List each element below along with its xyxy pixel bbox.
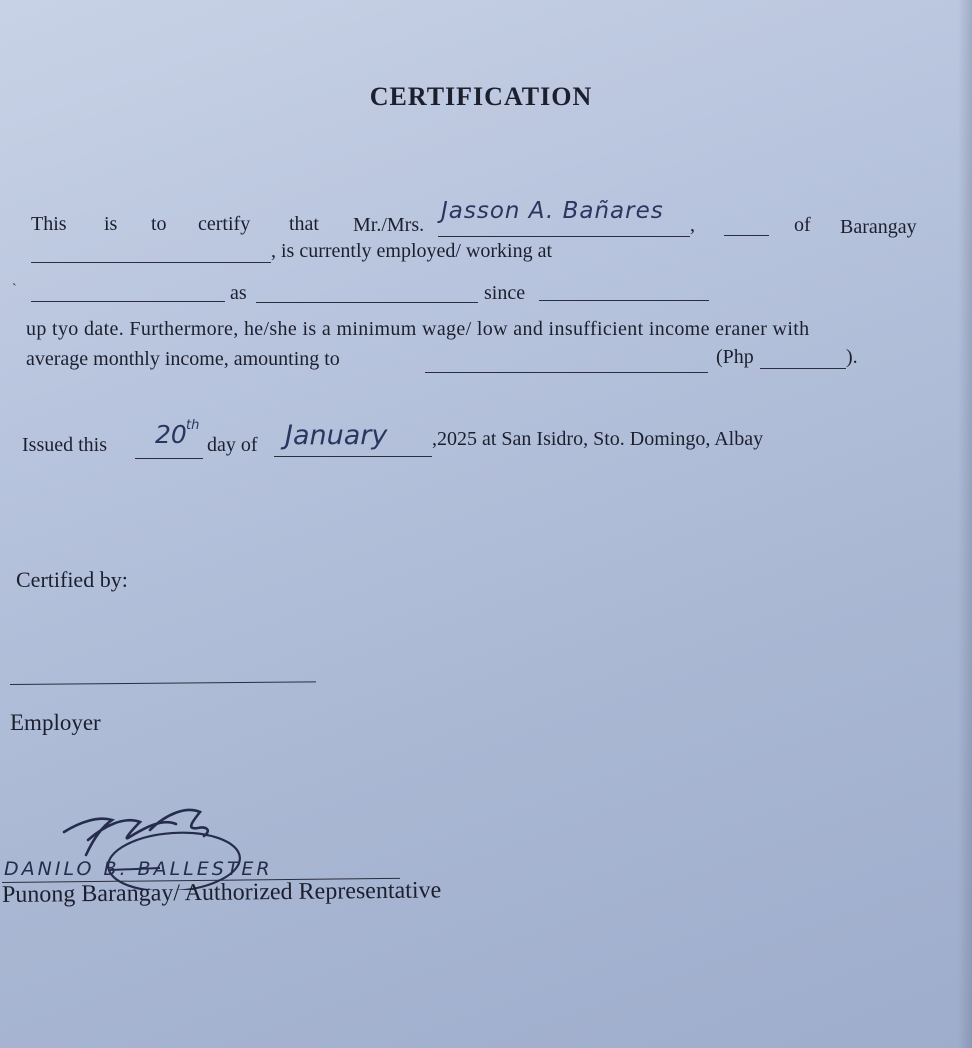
stray-mark: ` — [12, 282, 17, 297]
word-as: as — [230, 282, 247, 304]
signatory-name-handwritten: DANILO B. BALLESTER — [4, 858, 273, 880]
day-suffix-handwritten: th — [186, 418, 200, 433]
signatory-title: Punong Barangay/ Authorized Representative — [1, 877, 442, 908]
age-blank — [724, 235, 769, 236]
paragraph-line-1: up tyo date. Furthermore, he/she is a minimum wage/ low and insufficient income eraner with — [26, 318, 810, 340]
word-since: since — [484, 282, 526, 304]
word-mr-mrs: Mr./Mrs. — [353, 214, 425, 236]
employer-blank — [31, 301, 225, 302]
word-that: that — [289, 213, 319, 235]
employer-label: Employer — [10, 710, 101, 735]
word-of: of — [794, 214, 811, 236]
day-of: day of — [207, 434, 258, 456]
page-edge-shadow — [958, 0, 972, 1048]
since-blank — [539, 300, 709, 301]
word-barangay: Barangay — [840, 216, 917, 238]
document-title: CERTIFICATION — [369, 82, 593, 111]
applicant-name-handwritten: Jasson A. Bañares — [441, 198, 664, 224]
employer-signature-line — [10, 681, 316, 685]
word-to: to — [151, 213, 167, 235]
issued-this: Issued this — [22, 434, 107, 456]
word-this: This — [31, 213, 67, 235]
employed-text: , is currently employed/ working at — [271, 240, 553, 262]
php-open: (Php — [716, 346, 754, 368]
word-certify: certify — [198, 213, 251, 235]
php-blank — [760, 368, 846, 369]
certified-by: Certified by: — [16, 567, 128, 592]
position-blank — [256, 302, 478, 303]
barangay-blank — [31, 262, 271, 263]
month-handwritten: January — [285, 420, 388, 451]
paragraph-line-2: average monthly income, amounting to — [26, 348, 340, 370]
php-close: ). — [846, 346, 858, 368]
month-blank — [274, 456, 432, 457]
word-is: is — [104, 213, 118, 235]
name-blank — [438, 236, 690, 237]
day-blank — [135, 458, 203, 459]
day-handwritten: 20 — [155, 420, 187, 449]
issued-rest: ,2025 at San Isidro, Sto. Domingo, Albay — [432, 428, 764, 450]
income-blank — [425, 372, 708, 373]
comma: , — [690, 214, 695, 236]
